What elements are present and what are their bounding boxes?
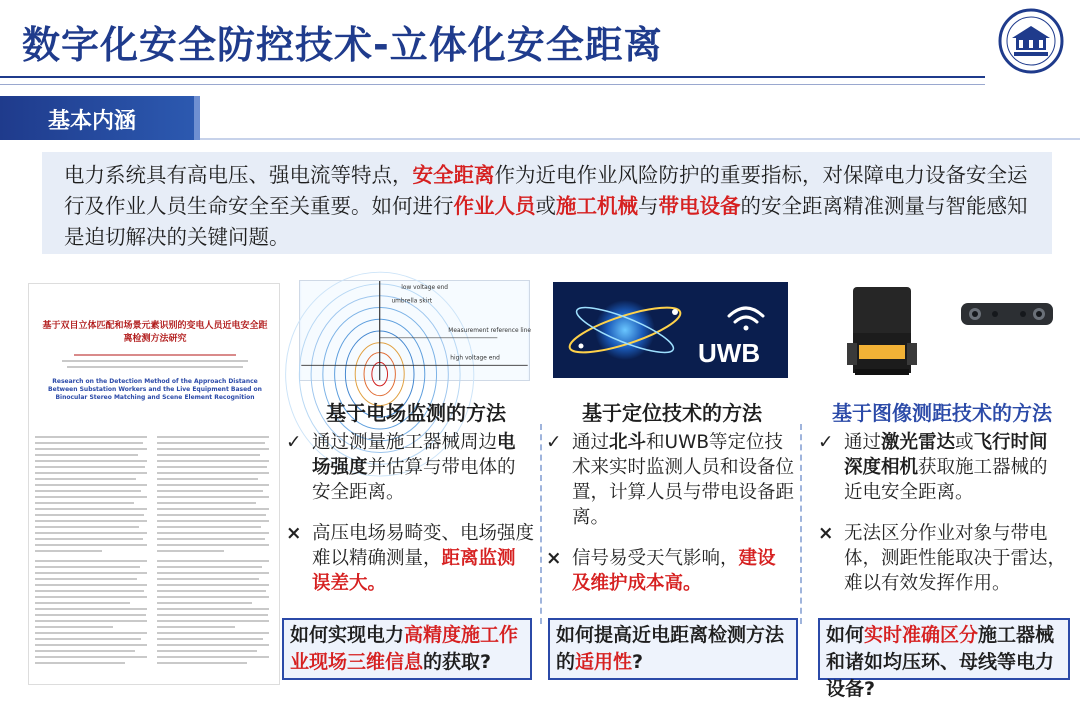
method-heading-positioning: 基于定位技术的方法 xyxy=(582,401,762,425)
question-box-1 xyxy=(282,618,532,680)
question-box-2 xyxy=(548,618,798,680)
label-measurement-line: Measurement reference line xyxy=(448,327,532,334)
intro-highlight-safety-distance: 安全距离 xyxy=(412,163,495,187)
title-divider-thin xyxy=(0,84,985,85)
question-text: 如何 xyxy=(826,624,865,646)
pro-text-2: 获取施工器械的近电安全距离。 xyxy=(844,457,1048,503)
question-highlight: 适用性 xyxy=(575,651,633,673)
section-underline xyxy=(200,138,1080,140)
method-heading-image-ranging: 基于图像测距技术的方法 xyxy=(832,401,1052,425)
intro-text-5: 的安全距离精准测量与智能感知是迫切解决的关键问题。 xyxy=(64,194,1028,249)
pro-bold-2: 飞行时间深度相机 xyxy=(844,432,1048,478)
pro-text-2: 和UWB等定位技术来实时监测人员和设备位置，计算人员与带电设备距离。 xyxy=(572,432,795,528)
question-box-3 xyxy=(818,618,1070,700)
con-text: 无法区分作业对象与带电体，测距性能取决于雷达，难以有效发挥作用。 xyxy=(844,523,1067,594)
check-icon: ✓ xyxy=(546,432,562,453)
method-body-positioning xyxy=(546,430,794,596)
paper-authors xyxy=(39,350,271,372)
question-highlight: 高精度施工作业现场三维信息 xyxy=(290,624,519,673)
lidar-camera-image xyxy=(845,283,1055,383)
question-text-2: 的获取? xyxy=(423,651,492,673)
question-text: 如何实现电力 xyxy=(290,624,405,646)
check-icon: ✓ xyxy=(818,432,834,453)
paper-english-title: Research on the Detection Method of the Approach Distance Between Substation Workers and the Live Equipment Based on Binocular Stereo Matching and Scene Element Recognition xyxy=(48,378,262,401)
intro-text-4: 与 xyxy=(638,194,659,218)
con-text: 信号易受天气影响， xyxy=(572,548,739,569)
question-text-2: 施工器械和诸如均压环、母线等电力设备? xyxy=(826,624,1055,700)
column-divider xyxy=(540,424,542,624)
pro-text: 通过 xyxy=(572,432,610,453)
method-body-electric-field xyxy=(286,430,534,596)
uwb-label: UWB xyxy=(698,338,761,368)
con-highlight: 距离监测误差大。 xyxy=(312,548,516,594)
pro-text-mid: 或 xyxy=(955,432,974,453)
cross-icon: × xyxy=(818,523,834,544)
label-low-voltage: low voltage end xyxy=(401,284,449,291)
cross-icon: × xyxy=(286,523,302,544)
intro-text-3: 或 xyxy=(535,194,556,218)
column-divider xyxy=(800,424,802,624)
check-icon: ✓ xyxy=(286,432,302,453)
pro-text: 通过 xyxy=(844,432,882,453)
question-text-2: ? xyxy=(632,651,644,673)
intro-text-2: 作为近电作业风险防护的重要指标，对保障电力设备安全运行及作业人员生命安全至关重要。如何进行 xyxy=(64,163,1028,218)
university-logo xyxy=(998,8,1064,74)
intro-highlight-workers: 作业人员 xyxy=(453,194,536,218)
paper-thumbnail xyxy=(28,283,280,685)
title-divider xyxy=(0,76,985,78)
question-text: 如何提高近电距离检测方法的 xyxy=(556,624,785,673)
intro-paragraph xyxy=(42,152,1052,254)
pro-bold: 北斗 xyxy=(609,432,647,453)
pro-bold: 激光雷达 xyxy=(881,432,956,453)
paper-column-right xyxy=(157,436,269,676)
section-tab xyxy=(0,96,200,140)
section-tab-label: 基本内涵 xyxy=(48,109,137,134)
con-text: 高压电场易畸变、电场强度难以精确测量， xyxy=(312,523,535,569)
cross-icon: × xyxy=(546,548,562,569)
question-highlight: 实时准确区分 xyxy=(864,624,979,646)
page-title: 数字化安全防控技术-立体化安全距离 xyxy=(22,23,663,67)
pro-text: 通过测量施工器械周边 xyxy=(312,432,498,453)
label-high-voltage: high voltage end xyxy=(450,355,500,362)
method-body-image-ranging xyxy=(818,430,1066,596)
lidar-device xyxy=(847,287,917,375)
pro-bold: 电场强度 xyxy=(312,432,516,478)
intro-text-1: 电力系统具有高电压、强电流等特点， xyxy=(64,163,413,187)
intro-highlight-live-equipment: 带电设备 xyxy=(658,194,741,218)
method-heading-electric-field: 基于电场监测的方法 xyxy=(326,401,506,425)
depth-camera-device xyxy=(961,303,1053,325)
electric-field-diagram xyxy=(299,280,530,381)
paper-column-left xyxy=(35,436,147,676)
label-umbrella-skirt: umbrella skirt xyxy=(391,298,433,305)
paper-title: 基于双目立体匹配和场景元素识别的变电人员近电安全距离检测方法研究 xyxy=(42,321,268,344)
intro-highlight-machinery: 施工机械 xyxy=(556,194,638,218)
uwb-positioning-image xyxy=(553,282,788,378)
con-highlight: 建设及维护成本高。 xyxy=(572,548,776,594)
pro-text-2: 并估算与带电体的安全距离。 xyxy=(312,457,516,503)
